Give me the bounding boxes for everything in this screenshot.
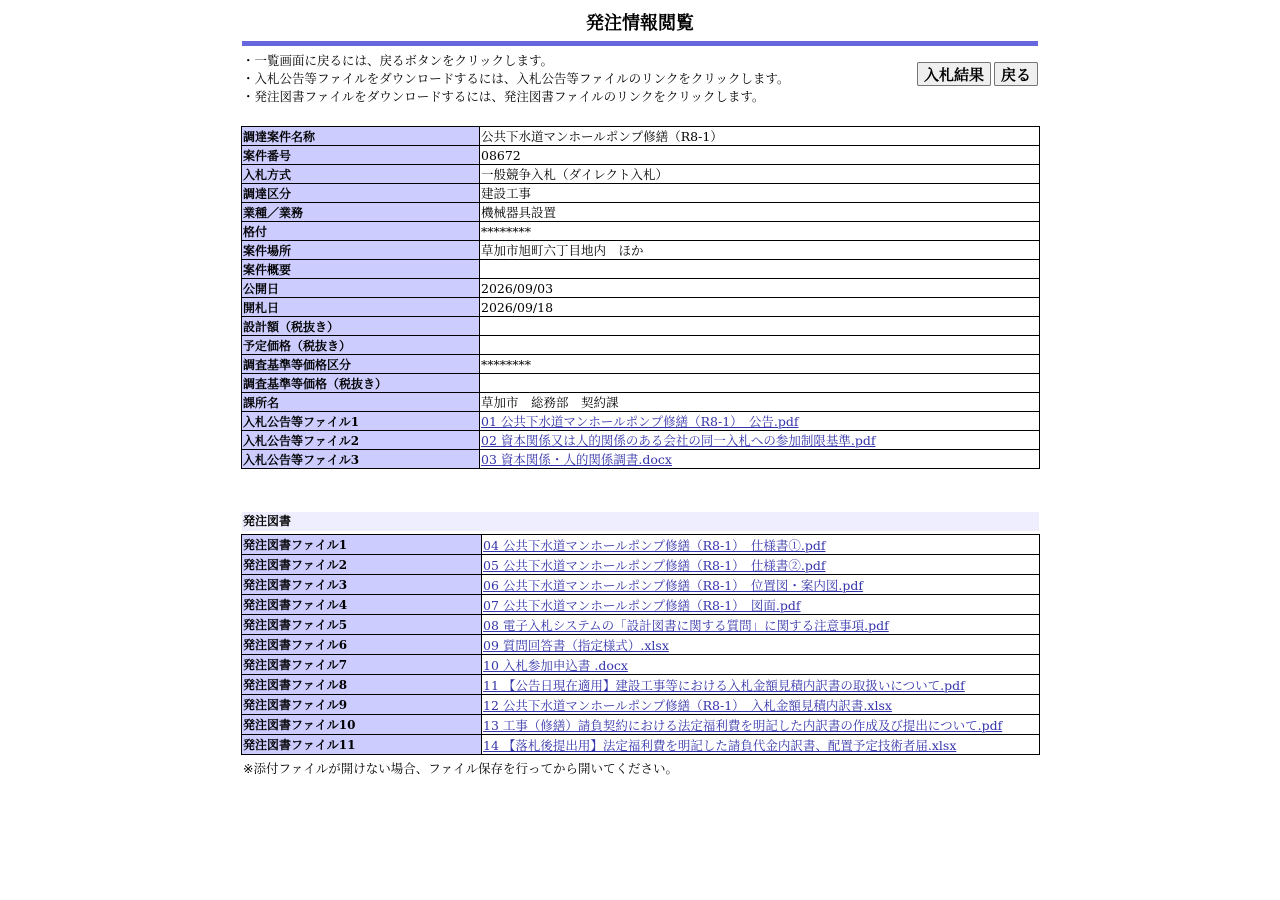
detail-value-cell: 公共下水道マンホールポンプ修繕（R8-1） xyxy=(480,127,1040,146)
detail-value-cell xyxy=(480,260,1040,279)
order-doc-label: 発注図書ファイル10 xyxy=(242,715,482,735)
instructions xyxy=(242,52,1038,108)
table-row xyxy=(242,184,1040,203)
order-doc-label: 発注図書ファイル7 xyxy=(242,655,482,675)
file-link[interactable]: 11 【公告日現在適用】建設工事等における入札金額見積内訳書の取扱いについて.pdf xyxy=(483,677,965,693)
order-doc-label: 発注図書ファイル2 xyxy=(242,555,482,575)
detail-label: 設計額（税抜き） xyxy=(242,317,480,336)
action-buttons xyxy=(917,62,1038,86)
detail-value-cell: ******** xyxy=(480,355,1040,374)
detail-label: 入札方式 xyxy=(242,165,480,184)
table-row xyxy=(242,127,1040,146)
detail-value-cell xyxy=(480,317,1040,336)
detail-value-cell: 草加市 総務部 契約課 xyxy=(480,393,1040,412)
table-row xyxy=(242,675,1040,695)
file-link[interactable]: 03 資本関係・人的関係調書.docx xyxy=(481,452,672,467)
table-row xyxy=(242,615,1040,635)
file-link[interactable]: 02 資本関係又は人的関係のある会社の同一入札への参加制限基準.pdf xyxy=(481,433,876,448)
file-link[interactable]: 10 入札参加申込書 .docx xyxy=(483,657,628,673)
table-row xyxy=(242,146,1040,165)
table-row xyxy=(242,203,1040,222)
order-doc-label: 発注図書ファイル1 xyxy=(242,535,482,555)
table-row xyxy=(242,222,1040,241)
detail-value-cell xyxy=(480,374,1040,393)
order-doc-label: 発注図書ファイル11 xyxy=(242,735,482,755)
table-row xyxy=(242,336,1040,355)
order-doc-value-cell xyxy=(482,715,1040,735)
order-docs-table xyxy=(241,534,1040,755)
table-row xyxy=(242,715,1040,735)
table-row xyxy=(242,412,1040,431)
detail-label: 予定価格（税抜き） xyxy=(242,336,480,355)
detail-label: 調達区分 xyxy=(242,184,480,203)
detail-value-cell: 08672 xyxy=(480,146,1040,165)
table-row xyxy=(242,635,1040,655)
table-row xyxy=(242,317,1040,336)
order-doc-value-cell xyxy=(482,735,1040,755)
table-row xyxy=(242,393,1040,412)
page-container xyxy=(242,0,1038,108)
file-link[interactable]: 08 電子入札システムの「設計図書に関する質問」に関する注意事項.pdf xyxy=(483,617,889,633)
instruction-line: ・入札公告等ファイルをダウンロードするには、入札公告等ファイルのリンクをクリックします。 xyxy=(242,71,790,86)
detail-label: 格付 xyxy=(242,222,480,241)
file-link[interactable]: 05 公共下水道マンホールポンプ修繕（R8-1） 仕様書②.pdf xyxy=(483,557,826,573)
table-row xyxy=(242,695,1040,715)
order-doc-value-cell xyxy=(482,635,1040,655)
table-row xyxy=(242,595,1040,615)
detail-label: 案件概要 xyxy=(242,260,480,279)
order-doc-value-cell xyxy=(482,675,1040,695)
detail-value-cell xyxy=(480,412,1040,431)
table-row xyxy=(242,431,1040,450)
instruction-line: ・発注図書ファイルをダウンロードするには、発注図書ファイルのリンクをクリックします。 xyxy=(242,89,765,104)
order-doc-label: 発注図書ファイル8 xyxy=(242,675,482,695)
table-row xyxy=(242,555,1040,575)
order-doc-value-cell xyxy=(482,535,1040,555)
table-row xyxy=(242,535,1040,555)
detail-value-cell: 機械器具設置 xyxy=(480,203,1040,222)
order-doc-value-cell xyxy=(482,555,1040,575)
detail-value-cell xyxy=(480,450,1040,469)
detail-label: 調査基準等価格区分 xyxy=(242,355,480,374)
order-doc-value-cell xyxy=(482,595,1040,615)
file-link[interactable]: 06 公共下水道マンホールポンプ修繕（R8-1） 位置図・案内図.pdf xyxy=(483,577,864,593)
order-doc-label: 発注図書ファイル5 xyxy=(242,615,482,635)
table-row xyxy=(242,374,1040,393)
table-row xyxy=(242,575,1040,595)
detail-value-cell: 草加市旭町六丁目地内 ほか xyxy=(480,241,1040,260)
table-row xyxy=(242,735,1040,755)
file-link[interactable]: 12 公共下水道マンホールポンプ修繕（R8-1） 入札金額見積内訳書.xlsx xyxy=(483,697,892,713)
detail-label: 案件場所 xyxy=(242,241,480,260)
table-row xyxy=(242,355,1040,374)
order-doc-label: 発注図書ファイル3 xyxy=(242,575,482,595)
detail-label: 開札日 xyxy=(242,298,480,317)
detail-value-cell: 一般競争入札（ダイレクト入札） xyxy=(480,165,1040,184)
order-doc-label: 発注図書ファイル9 xyxy=(242,695,482,715)
order-doc-value-cell xyxy=(482,615,1040,635)
order-docs-heading: 発注図書 xyxy=(242,512,1039,531)
detail-label: 業種／業務 xyxy=(242,203,480,222)
table-row xyxy=(242,279,1040,298)
order-doc-value-cell xyxy=(482,575,1040,595)
detail-value-cell: 2026/09/03 xyxy=(480,279,1040,298)
table-row xyxy=(242,450,1040,469)
order-details-table xyxy=(241,126,1040,469)
instruction-line: ・一覧画面に戻るには、戻るボタンをクリックします。 xyxy=(242,53,554,68)
order-doc-label: 発注図書ファイル4 xyxy=(242,595,482,615)
detail-label: 入札公告等ファイル2 xyxy=(242,431,480,450)
file-link[interactable]: 01 公共下水道マンホールポンプ修繕（R8-1） 公告.pdf xyxy=(481,414,799,429)
file-link[interactable]: 14 【落札後提出用】法定福利費を明記した請負代金内訳書、配置予定技術者届.xlsx xyxy=(483,737,957,753)
table-row xyxy=(242,298,1040,317)
detail-value-cell xyxy=(480,431,1040,450)
title-divider xyxy=(242,41,1038,46)
detail-label: 課所名 xyxy=(242,393,480,412)
back-button[interactable]: 戻る xyxy=(994,62,1038,86)
table-row xyxy=(242,241,1040,260)
order-doc-label: 発注図書ファイル6 xyxy=(242,635,482,655)
detail-value-cell: 建設工事 xyxy=(480,184,1040,203)
file-link[interactable]: 13 工事（修繕）請負契約における法定福利費を明記した内訳書の作成及び提出について.pdf xyxy=(483,717,1003,733)
detail-label: 調査基準等価格（税抜き） xyxy=(242,374,480,393)
bid-result-button[interactable]: 入札結果 xyxy=(917,62,991,86)
table-row xyxy=(242,260,1040,279)
detail-value-cell xyxy=(480,336,1040,355)
detail-label: 公開日 xyxy=(242,279,480,298)
order-doc-value-cell xyxy=(482,695,1040,715)
file-link[interactable]: 04 公共下水道マンホールポンプ修繕（R8-1） 仕様書①.pdf xyxy=(483,537,826,553)
file-link[interactable]: 09 質問回答書（指定様式）.xlsx xyxy=(483,637,669,653)
table-row xyxy=(242,165,1040,184)
detail-value-cell: 2026/09/18 xyxy=(480,298,1040,317)
table-row xyxy=(242,655,1040,675)
order-doc-value-cell xyxy=(482,655,1040,675)
page-title: 発注情報閲覧 xyxy=(586,13,694,34)
detail-label: 入札公告等ファイル3 xyxy=(242,450,480,469)
file-link[interactable]: 07 公共下水道マンホールポンプ修繕（R8-1） 図面.pdf xyxy=(483,597,801,613)
detail-label: 入札公告等ファイル1 xyxy=(242,412,480,431)
detail-label: 調達案件名称 xyxy=(242,127,480,146)
detail-value-cell: ******** xyxy=(480,222,1040,241)
detail-label: 案件番号 xyxy=(242,146,480,165)
footer-note: ※添付ファイルが開けない場合、ファイル保存を行ってから開いてください。 xyxy=(243,761,678,776)
